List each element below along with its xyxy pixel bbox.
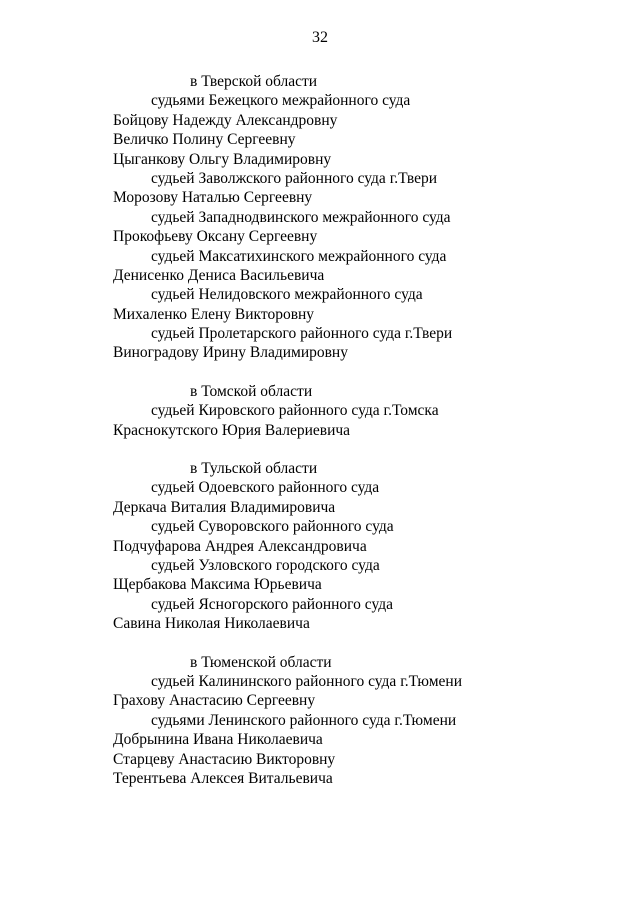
region-section	[0, 382, 640, 440]
appointment-list	[0, 72, 640, 788]
judge-name: Добрынина Ивана Николаевича	[113, 731, 323, 749]
court-line: судьей Западнодвинского межрайонного суда	[151, 208, 451, 226]
judge-name: Старцеву Анастасию Викторовну	[113, 750, 336, 768]
court-line: судьей Узловского городского суда	[151, 556, 380, 574]
region-section	[0, 459, 640, 634]
region-section	[0, 653, 640, 789]
judge-name: Савина Николая Николаевича	[113, 615, 310, 633]
court-line: судьей Пролетарского районного суда г.Твери	[151, 325, 453, 343]
judge-name: Прокофьеву Оксану Сергеевну	[113, 228, 318, 246]
judge-name: Величко Полину Сергеевну	[113, 131, 296, 149]
judge-name: Грахову Анастасию Сергеевну	[113, 692, 316, 710]
region-heading: в Тверской области	[190, 73, 318, 90]
judge-name: Денисенко Дениса Васильевича	[113, 266, 325, 284]
court-line: судьями Ленинского районного суда г.Тюмени	[151, 711, 457, 729]
court-line: судьей Максатихинского межрайонного суда	[151, 247, 447, 265]
judge-name: Деркача Виталия Владимировича	[113, 498, 336, 516]
court-line: судьей Одоевского районного суда	[151, 479, 380, 497]
region-heading: в Тюменской области	[190, 653, 332, 671]
judge-name: Терентьева Алексея Витальевича	[113, 769, 333, 787]
court-line: судьей Ясногорского районного суда	[151, 595, 393, 613]
court-line: судьями Бежецкого межрайонного суда	[151, 92, 411, 110]
judge-name: Михаленко Елену Викторовну	[113, 305, 315, 323]
judge-name: Цыганкову Ольгу Владимировну	[113, 150, 332, 168]
judge-name: Бойцову Надежду Александровну	[113, 111, 338, 129]
court-line: судьей Кировского районного суда г.Томска	[151, 402, 439, 420]
judge-name: Виноградову Ирину Владимировну	[113, 344, 348, 362]
court-line: судьей Суворовского районного суда	[151, 518, 394, 536]
judge-name: Краснокутского Юрия Валериевича	[113, 421, 351, 439]
judge-name: Подчуфарова Андрея Александровича	[113, 537, 367, 555]
court-line: судьей Нелидовского межрайонного суда	[151, 286, 423, 304]
region-section	[0, 72, 640, 363]
page-number: 32	[312, 29, 328, 46]
court-line: судьей Заволжского районного суда г.Твери	[151, 169, 438, 187]
judge-name: Щербакова Максима Юрьевича	[113, 576, 322, 594]
judge-name: Морозову Наталью Сергеевну	[113, 189, 313, 207]
region-heading: в Томской области	[190, 382, 313, 400]
court-line: судьей Калининского районного суда г.Тюмени	[151, 672, 463, 690]
region-heading: в Тульской области	[190, 460, 318, 478]
